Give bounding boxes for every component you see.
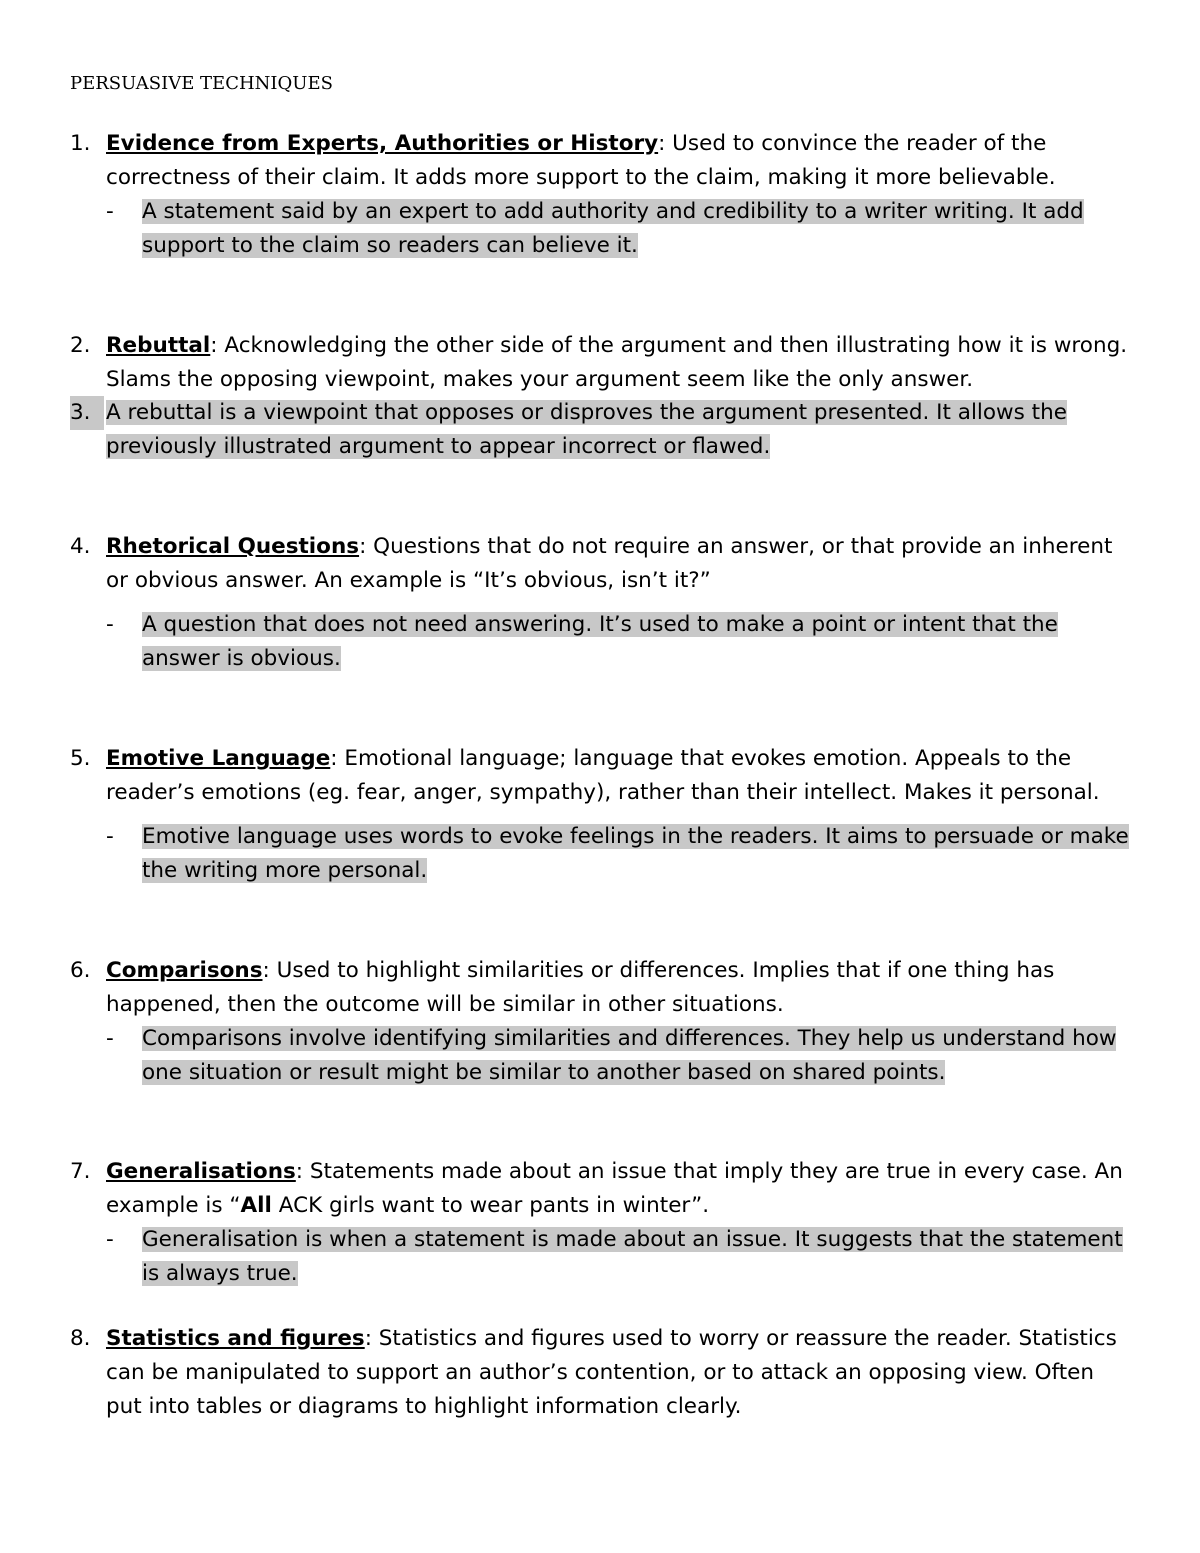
item-note (70, 820, 1132, 888)
item-definition: : Statistics and figures used to worry or reassure the reader. Statistics can be manipulated to support an author’s contention, or to attack an opposing view. Often put into tables or diagrams to highlight information clearly. (106, 1326, 1117, 1419)
item-term: Evidence from Experts, Authorities or History (106, 131, 659, 156)
item-number: 3. (70, 396, 104, 430)
item-definition: : Used to convince the reader of the correctness of their claim. It adds more support to the claim, making it more believable. (106, 131, 1056, 190)
item-number: 4. (70, 534, 91, 559)
item-definition: : Acknowledging the other side of the argument and then illustrating how it is wrong. Slams the opposing viewpoint, makes your argument seem like the only answer. (106, 333, 1128, 392)
item-note (70, 195, 1132, 263)
list-item (70, 530, 1132, 676)
dash-bullet: - (106, 612, 114, 637)
highlighted-note-text: Comparisons involve identifying similarities and differences. They help us understand how one situation or result might be similar to another based on shared points. (142, 1026, 1117, 1085)
page-title: PERSUASIVE TECHNIQUES (70, 73, 333, 94)
item-number: 8. (70, 1326, 91, 1351)
item-term: Comparisons (106, 958, 263, 983)
item-term: Emotive Language (106, 746, 331, 771)
item-note (70, 1223, 1132, 1291)
item-number: 2. (70, 333, 91, 358)
item-definition: : Questions that do not require an answer, or that provide an inherent or obvious answer. An example is “It’s obvious, isn’t it?” (106, 534, 1113, 593)
highlighted-note-text: A statement said by an expert to add authority and credibility to a writer writing. It add support to the claim so readers can believe it. (142, 199, 1084, 258)
item-definition: : Statements made about an issue that imply they are true in every case. An example is “ (106, 1159, 1123, 1218)
list-item (70, 396, 1132, 464)
item-term: Rhetorical Questions (106, 534, 360, 559)
dash-bullet: - (106, 199, 114, 224)
highlighted-note-text: Emotive language uses words to evoke feelings in the readers. It aims to persuade or make the writing more personal. (142, 824, 1129, 883)
dash-bullet: - (106, 824, 114, 849)
highlighted-note-text: A rebuttal is a viewpoint that opposes or disproves the argument presented. It allows the previously illustrated argument to appear incorrect or flawed. (106, 400, 1067, 459)
item-note (70, 1022, 1132, 1090)
highlighted-note-text: A question that does not need answering. It’s used to make a point or intent that the answer is obvious. (142, 612, 1058, 671)
item-number: 6. (70, 958, 91, 983)
list-item (70, 329, 1132, 397)
list-item (70, 742, 1132, 888)
item-definition: : Emotional language; language that evokes emotion. Appeals to the reader’s emotions (eg. fear, anger, sympathy), rather than their intellect. Makes it personal. (106, 746, 1100, 805)
dash-bullet: - (106, 1227, 114, 1252)
item-number: 1. (70, 131, 91, 156)
dash-bullet: - (106, 1026, 114, 1051)
item-number: 7. (70, 1159, 91, 1184)
list-item (70, 1322, 1132, 1424)
emphasis-word: All (240, 1193, 272, 1218)
item-term: Rebuttal (106, 333, 211, 358)
item-definition: : Used to highlight similarities or differences. Implies that if one thing has happened, then the outcome will be similar in other situations. (106, 958, 1055, 1017)
list-item (70, 127, 1132, 263)
list-item (70, 954, 1132, 1090)
item-definition-end: ACK girls want to wear pants in winter”. (271, 1193, 710, 1218)
item-term: Generalisations (106, 1159, 296, 1184)
item-note (70, 608, 1132, 676)
highlighted-note-text: Generalisation is when a statement is made about an issue. It suggests that the statement is always true. (142, 1227, 1123, 1286)
item-number: 5. (70, 746, 91, 771)
item-term: Statistics and figures (106, 1326, 365, 1351)
list-item (70, 1155, 1132, 1291)
